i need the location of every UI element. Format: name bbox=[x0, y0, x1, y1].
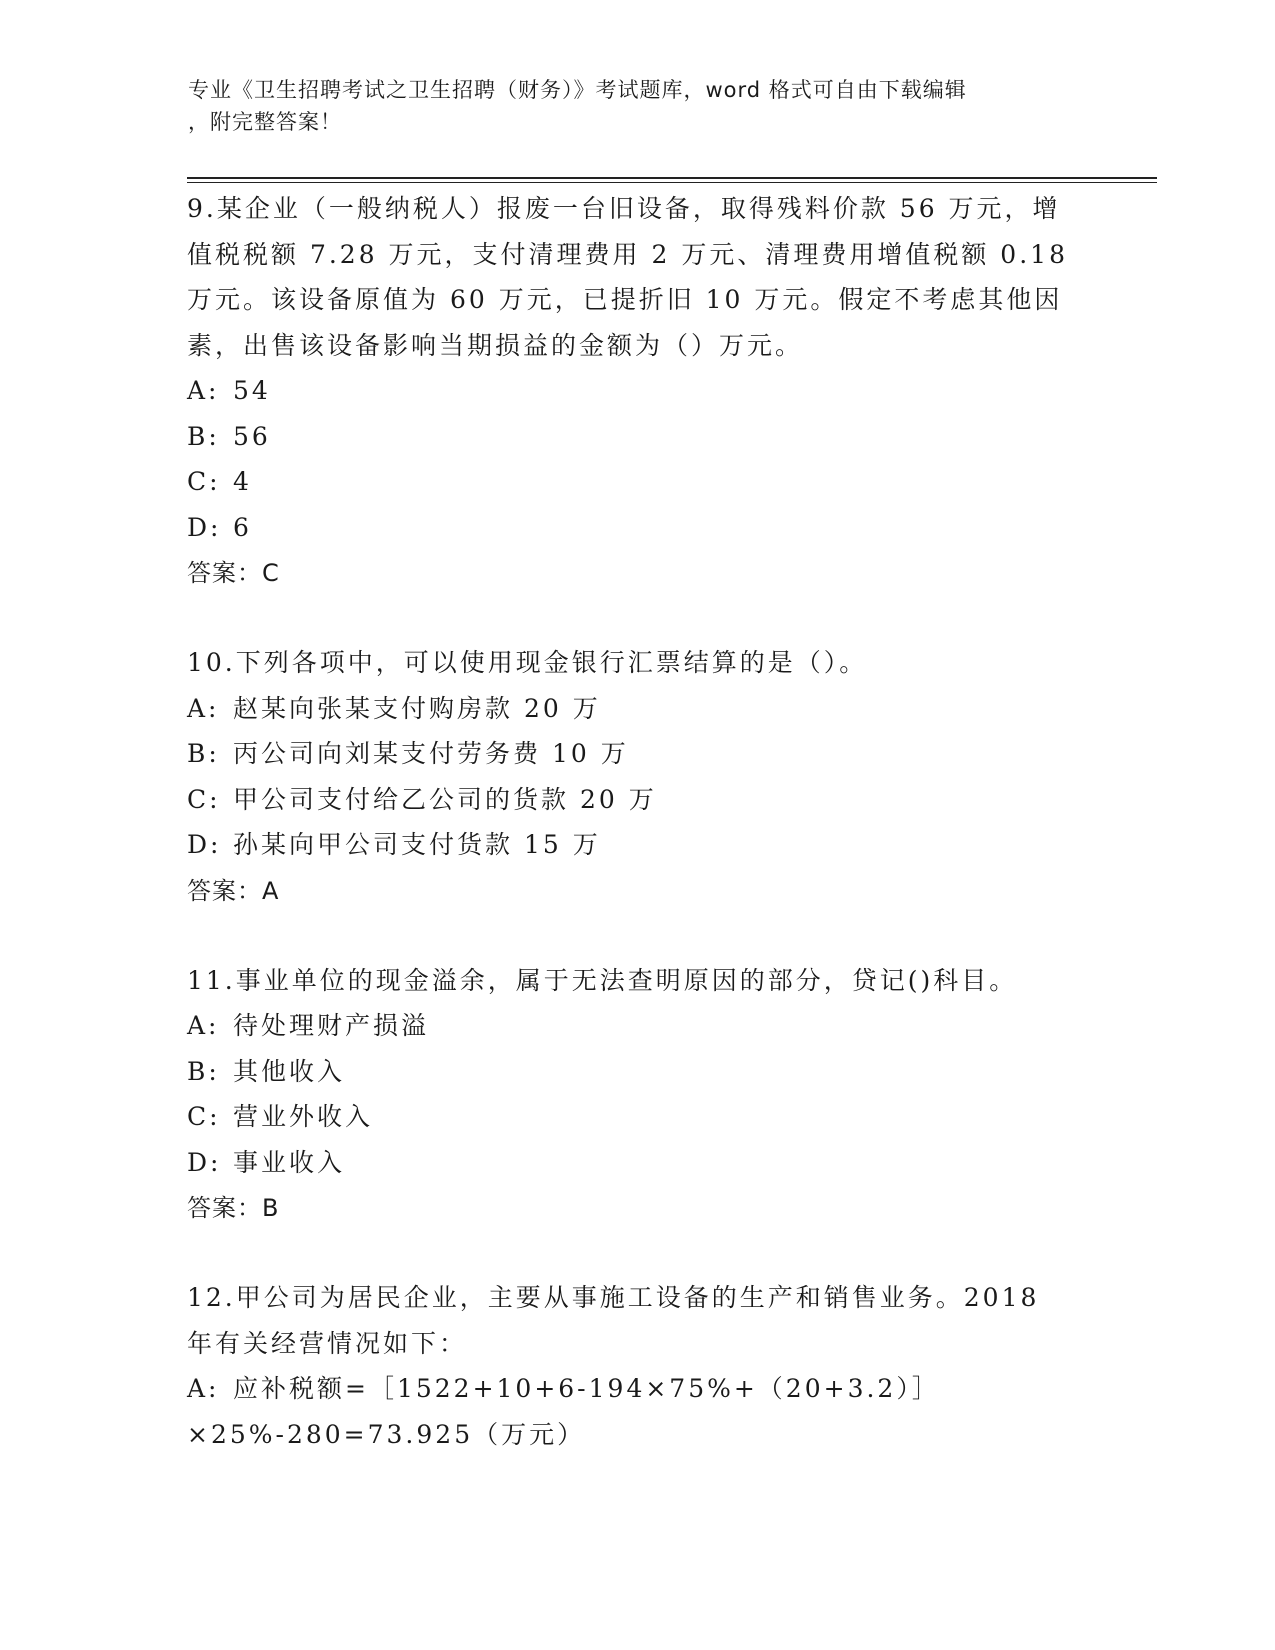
option-d bbox=[187, 1140, 1077, 1186]
option-text: 待处理财产损溢 bbox=[233, 1011, 430, 1040]
question-stem: 10.下列各项中，可以使用现金银行汇票结算的是（）。 bbox=[187, 648, 868, 677]
question-stem: 11.事业单位的现金溢余，属于无法查明原因的部分，贷记()科目。 bbox=[187, 965, 1018, 995]
answer-line: 答案：A bbox=[187, 876, 280, 905]
option-b bbox=[187, 1049, 1077, 1095]
option-text: 甲公司支付给乙公司的货款 20 万 bbox=[233, 784, 657, 814]
option-b bbox=[187, 414, 1077, 460]
option-b bbox=[187, 731, 1077, 777]
option-text: 56 bbox=[233, 421, 271, 451]
answer-line: 答案：B bbox=[187, 1194, 280, 1222]
option-letter: A: bbox=[187, 1011, 220, 1040]
option-a bbox=[187, 368, 1077, 414]
question-10 bbox=[187, 640, 1077, 914]
option-text: 事业收入 bbox=[233, 1147, 346, 1177]
header-divider-thin bbox=[187, 182, 1157, 183]
question-9 bbox=[187, 186, 1077, 596]
option-letter: B: bbox=[187, 1056, 220, 1086]
option-letter: C: bbox=[187, 1102, 221, 1131]
option-a bbox=[187, 1003, 1077, 1049]
option-d bbox=[187, 822, 1077, 868]
header-divider-thick bbox=[187, 177, 1157, 179]
option-text: 6 bbox=[233, 512, 252, 542]
option-a bbox=[187, 686, 1077, 732]
question-stem: 12.甲公司为居民企业，主要从事施工设备的生产和销售业务。2018 年有关经营情况如下： bbox=[187, 1283, 1040, 1358]
option-d bbox=[187, 505, 1077, 551]
option-letter: C: bbox=[187, 467, 221, 496]
option-letter: D: bbox=[187, 512, 222, 542]
option-letter: D: bbox=[187, 830, 222, 859]
option-letter: C: bbox=[187, 784, 221, 814]
header-line-1: 专业《卫生招聘考试之卫生招聘（财务）》考试题库，word 格式可自由下载编辑 bbox=[188, 78, 967, 102]
option-text: 应补税额=［1522+10+6-194×75%+（20+3.2）］×25%-280=73.925（万元） bbox=[187, 1374, 940, 1449]
option-letter: A: bbox=[187, 693, 220, 723]
question-12 bbox=[187, 1275, 1077, 1457]
option-letter: B: bbox=[187, 739, 220, 768]
option-letter: A: bbox=[187, 376, 220, 405]
option-letter: B: bbox=[187, 421, 220, 451]
option-text: 54 bbox=[233, 376, 271, 405]
option-text: 4 bbox=[233, 467, 252, 496]
option-c bbox=[187, 1094, 1077, 1140]
option-a bbox=[187, 1366, 1077, 1457]
question-stem: 9.某企业（一般纳税人）报废一台旧设备，取得残料价款 56 万元，增值税税额 7.28 万元，支付清理费用 2 万元、清理费用增值税额 0.18 万元。该设备原值为 60 万元，已提折旧 10 万元。假定不考虑其他因素，出售该设备影响当期损益的金额为（）万元。 bbox=[187, 194, 1068, 360]
option-c bbox=[187, 459, 1077, 505]
option-text: 孙某向甲公司支付货款 15 万 bbox=[233, 830, 601, 859]
option-c bbox=[187, 777, 1077, 823]
document-header bbox=[188, 74, 1078, 138]
question-list bbox=[187, 186, 1077, 1501]
option-text: 其他收入 bbox=[233, 1056, 346, 1086]
option-text: 赵某向张某支付购房款 20 万 bbox=[233, 693, 601, 723]
option-letter: D: bbox=[187, 1147, 222, 1177]
option-text: 丙公司向刘某支付劳务费 10 万 bbox=[233, 739, 629, 768]
header-line-2: ，附完整答案！ bbox=[188, 110, 342, 134]
question-11 bbox=[187, 958, 1077, 1232]
option-text: 营业外收入 bbox=[233, 1102, 374, 1131]
answer-line: 答案：C bbox=[187, 559, 280, 587]
option-letter: A: bbox=[187, 1374, 220, 1403]
